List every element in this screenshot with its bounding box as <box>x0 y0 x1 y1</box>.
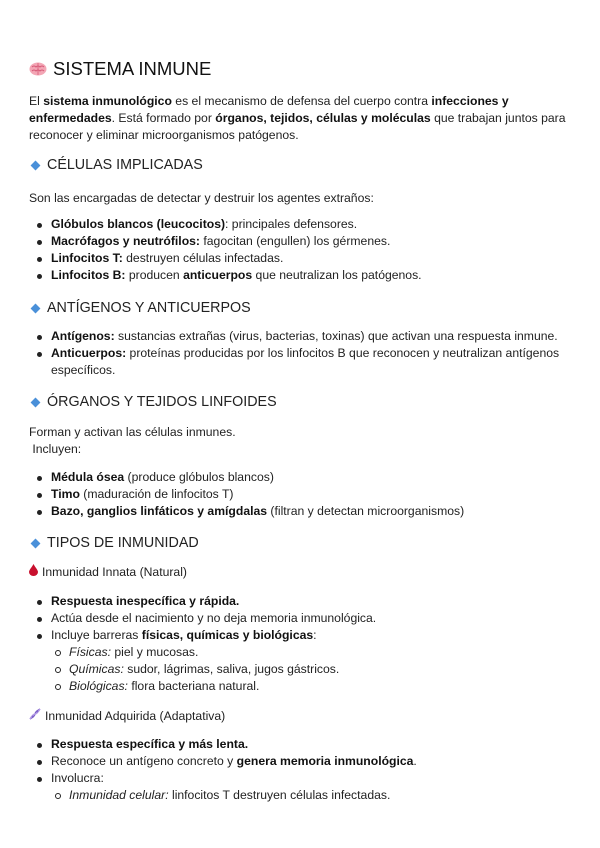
list-item: Respuesta específica y más lenta. <box>29 736 577 753</box>
list-item: Reconoce un antígeno concreto y genera memoria inmunológica. <box>29 753 577 770</box>
list-item: Anticuerpos: proteínas producidas por los linfocitos B que reconocen y neutralizan antígenos específicos. <box>29 345 577 379</box>
list-item: Linfocitos T: destruyen células infectadas. <box>29 250 577 267</box>
dna-icon <box>29 708 41 725</box>
list-item: Bazo, ganglios linfáticos y amígdalas (filtran y detectan microorganismos) <box>29 503 577 520</box>
diamond-icon <box>31 303 41 313</box>
list-item: Macrófagos y neutrófilos: fagocitan (engullen) los gérmenes. <box>29 233 577 250</box>
innata-sublist <box>51 644 577 695</box>
section-heading-organos: ÓRGANOS Y TEJIDOS LINFOIDES <box>29 394 277 410</box>
list-item: Incluye barreras físicas, químicas y biológicas: Físicas: piel y mucosas. Químicas: sudor, lágrimas, saliva, jugos gástricos. Biológicas: flora bacteriana natural. <box>29 627 577 695</box>
celulas-list <box>29 216 577 284</box>
section-heading-celulas: CÉLULAS IMPLICADAS <box>29 157 203 173</box>
adquirida-label: Inmunidad Adquirida (Adaptativa) <box>29 708 225 725</box>
sublist-item: Físicas: piel y mucosas. <box>51 644 577 661</box>
innata-label: Inmunidad Innata (Natural) <box>29 564 187 581</box>
diamond-icon <box>31 397 41 407</box>
diamond-icon <box>31 160 41 170</box>
sublist-item: Biológicas: flora bacteriana natural. <box>51 678 577 695</box>
drop-icon <box>29 564 38 581</box>
adquirida-sublist <box>51 787 577 804</box>
list-item: Timo (maduración de linfocitos T) <box>29 486 577 503</box>
sublist-item: Químicas: sudor, lágrimas, saliva, jugos gástricos. <box>51 661 577 678</box>
section-lead: Forman y activan las células inmunes. Incluyen: <box>29 425 236 456</box>
brain-icon <box>29 62 47 76</box>
antigenos-list <box>29 328 577 379</box>
page-title <box>29 58 211 80</box>
list-item: Antígenos: sustancias extrañas (virus, bacterias, toxinas) que activan una respuesta inmune. <box>29 328 577 345</box>
section-lead: Son las encargadas de detectar y destruir los agentes extraños: <box>29 191 374 205</box>
section-heading-antigenos: ANTÍGENOS Y ANTICUERPOS <box>29 300 251 316</box>
sublist-item: Inmunidad celular: linfocitos T destruyen células infectadas. <box>51 787 577 804</box>
organos-list <box>29 469 577 520</box>
title-text: SISTEMA INMUNE <box>53 58 212 79</box>
section-heading-inmunidad: TIPOS DE INMUNIDAD <box>29 535 199 551</box>
list-item: Involucra: Inmunidad celular: linfocitos T destruyen células infectadas. <box>29 770 577 804</box>
adquirida-list <box>29 736 577 804</box>
innata-list <box>29 593 577 695</box>
diamond-icon <box>31 538 41 548</box>
list-item: Linfocitos B: producen anticuerpos que neutralizan los patógenos. <box>29 267 577 284</box>
list-item: Respuesta inespecífica y rápida. <box>29 593 577 610</box>
list-item: Actúa desde el nacimiento y no deja memoria inmunológica. <box>29 610 577 627</box>
list-item: Glóbulos blancos (leucocitos): principales defensores. <box>29 216 577 233</box>
intro-paragraph: El sistema inmunológico es el mecanismo de defensa del cuerpo contra infecciones y enfermedades. Está formado por órganos, tejidos, células y moléculas que trabajan juntos para reconocer y eliminar microorganismos patógenos. <box>29 94 566 142</box>
list-item: Médula ósea (produce glóbulos blancos) <box>29 469 577 486</box>
